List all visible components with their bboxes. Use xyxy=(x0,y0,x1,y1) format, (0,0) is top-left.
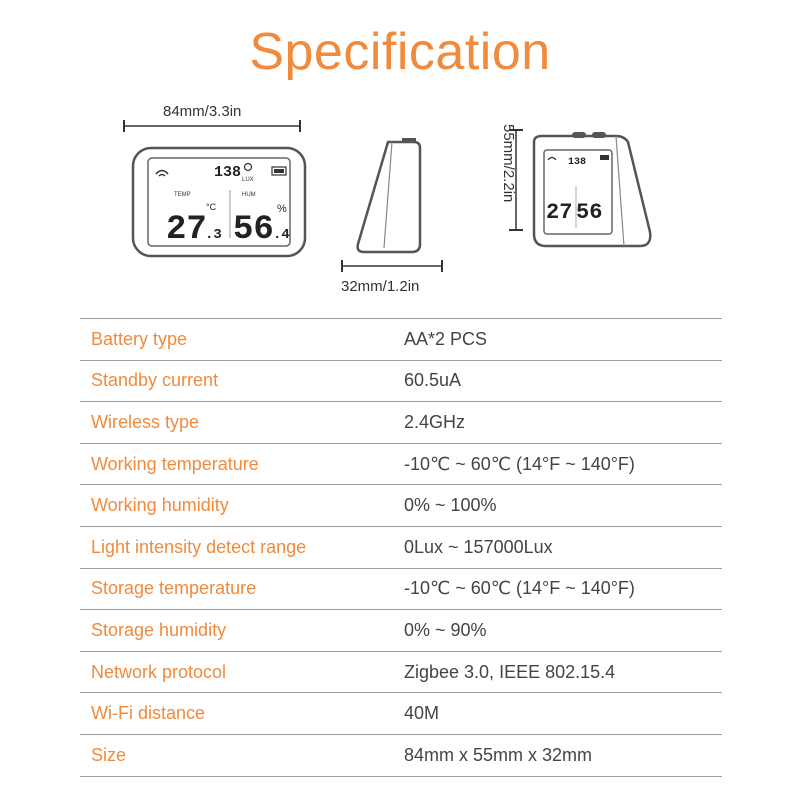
spec-label: Wi-Fi distance xyxy=(91,703,206,724)
hum-dec: .4 xyxy=(273,227,290,243)
hum-unit: % xyxy=(277,203,287,215)
spec-value: 60.5uA xyxy=(404,370,462,391)
depth-dimension-label: 32mm/1.2in xyxy=(341,278,420,295)
spec-value: 40M xyxy=(404,703,440,724)
temp-unit: °C xyxy=(206,202,217,212)
spec-label: Standby current xyxy=(91,370,219,391)
spec-value: 0% ~ 90% xyxy=(404,619,487,640)
spec-value: 84mm x 55mm x 32mm xyxy=(404,744,593,765)
spec-row xyxy=(80,402,722,444)
spec-label: Size xyxy=(91,744,127,765)
device-front-view xyxy=(130,140,310,260)
spec-value: Zigbee 3.0, IEEE 802.15.4 xyxy=(404,661,616,682)
page-title: Specification xyxy=(249,23,551,81)
spec-label: Storage temperature xyxy=(91,578,257,599)
spec-label: Battery type xyxy=(91,328,188,349)
spec-value: 0% ~ 100% xyxy=(404,495,497,516)
device-perspective-view xyxy=(524,128,664,258)
spec-value: -10℃ ~ 60℃ (14°F ~ 140°F) xyxy=(404,578,635,599)
spec-row xyxy=(80,360,722,402)
spec-row xyxy=(80,485,722,527)
spec-label: Working temperature xyxy=(91,453,259,474)
depth-dimension-line xyxy=(338,258,450,274)
spec-row xyxy=(80,610,722,652)
spec-label: Network protocol xyxy=(91,661,227,682)
mini-temp-int: 27 xyxy=(546,200,573,225)
spec-row xyxy=(80,526,722,568)
temp-dec: .3 xyxy=(205,227,222,243)
hum-int: 56 xyxy=(233,211,274,249)
spec-row xyxy=(80,693,722,735)
hum-label: HUM xyxy=(242,192,256,198)
spec-row xyxy=(80,319,722,361)
lux-unit: LUX xyxy=(242,177,254,183)
spec-row xyxy=(80,651,722,693)
spec-row xyxy=(80,443,722,485)
mini-lux-value: 138 xyxy=(568,157,587,168)
width-dimension-line xyxy=(120,118,310,134)
temp-int: 27 xyxy=(166,211,207,249)
spec-table xyxy=(80,318,722,777)
spec-label: Light intensity detect range xyxy=(91,536,307,557)
spec-row xyxy=(80,568,722,610)
spec-value: 2.4GHz xyxy=(404,411,466,432)
spec-value: -10℃ ~ 60℃ (14°F ~ 140°F) xyxy=(404,453,635,474)
temp-label: TEMP xyxy=(174,192,191,198)
lux-value: 138 xyxy=(214,164,242,181)
height-dimension-label: 55mm/2.2in xyxy=(500,124,517,203)
spec-label: Working humidity xyxy=(91,495,229,516)
spec-value: 0Lux ~ 157000Lux xyxy=(404,536,553,557)
spec-label: Storage humidity xyxy=(91,619,227,640)
spec-label: Wireless type xyxy=(91,411,200,432)
mini-hum-int: 56 xyxy=(576,200,603,225)
spec-value: AA*2 PCS xyxy=(404,328,488,349)
device-side-view xyxy=(350,138,440,263)
width-dimension-label: 84mm/3.3in xyxy=(163,103,242,120)
spec-row xyxy=(80,734,722,776)
